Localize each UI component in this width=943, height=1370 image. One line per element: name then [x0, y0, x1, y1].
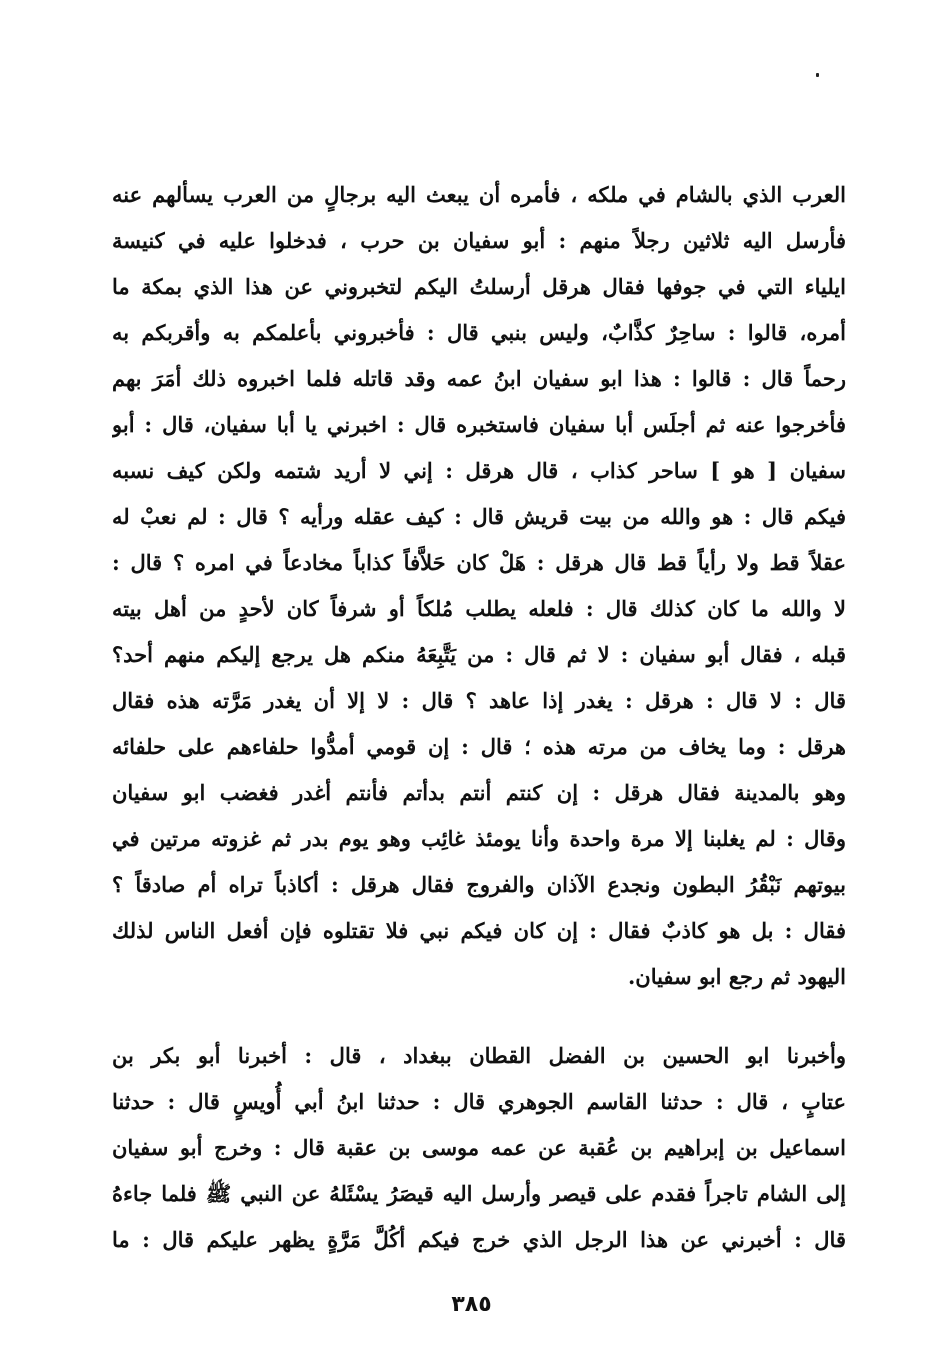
text-line: عقلاً قط ولا رأياً قط قال هرقل : هَلْ كان حَلاَّفاً كذاباً مخادعاً في امره ؟ قال : — [112, 550, 846, 575]
text-line: فيكم قال : هو والله من بيت قريش قال : كيف عقله ورأيه ؟ قال : لم نعبْ له — [112, 504, 846, 529]
text-line: قبله ، فقال أبو سفيان : لا ثم قال : من يَتَّبِعَهُ منكم هل يرجع إليكم منهم أحد؟ — [112, 642, 846, 667]
text-line: أمره، قالوا : ساحِرٌ كذَّابٌ، وليس بنبي قال : فأخبروني بأعلمكم به وأقربكم به — [112, 320, 846, 345]
text-line: اليهود ثم رجع ابو سفيان. — [627, 964, 846, 989]
text-line: العرب الذي بالشام في ملكه ، فأمره أن يبعث اليه برجالٍ من العرب يسألهم عنه — [112, 182, 846, 207]
text-line: فأرسل اليه ثلاثين رجلاً منهم : أبو سفيان بن حرب ، فدخلوا عليه في كنيسة — [112, 228, 846, 253]
text-line: ايلياء التي في جوفها فقال هرقل أرسلتُ اليكم لتخبروني عن هذا الذي بمكة ما — [112, 274, 846, 299]
text-line: اسماعيل بن إبراهيم بن عُقبة عن عمه موسى بن عقبة قال : وخرج أبو سفيان — [112, 1135, 846, 1160]
text-line: لا والله ما كان كذلك قال : فلعله يطلب مُلكاً أو شرفاً كان لأحدٍ من أهل بيته — [112, 596, 846, 621]
text-line: عتابٍ ، قال : حدثنا القاسم الجوهري قال : حدثنا ابنُ أبي أُويسٍ قال : حدثنا — [112, 1089, 846, 1114]
text-line: بيوتهم نَبْقُرُ البطون ونجدع الآذان والفروج فقال هرقل : أكاذباً تراه أم صادقاً ؟ — [112, 872, 846, 897]
text-line: وأخبرنا ابو الحسين بن الفضل القطان ببغداد ، قال : أخبرنا أبو بكر بن — [112, 1043, 846, 1068]
text-line: هرقل : وما يخاف من مرته هذه ؛ قال : إن قومي أمدُّوا حلفاءهم على حلفائه — [112, 734, 846, 759]
ink-speck — [816, 73, 819, 77]
text-line: سفيان [ هو ] ساحر كذاب ، قال هرقل : إني لا أريد شتمه ولكن كيف نسبه — [112, 458, 846, 483]
text-line: قال : لا قال : هرقل : يغدر إذا عاهد ؟ قال : لا إلا أن يغدر مَرَّته هذه فقال — [112, 688, 846, 713]
paragraph-1 — [112, 172, 846, 1000]
paragraph-2 — [112, 1033, 846, 1263]
text-line: قال : أخبرني عن هذا الرجل الذي خرج فيكم أكُلَّ مَرَّةٍ يظهر عليكم قال : ما — [112, 1227, 846, 1252]
page-number: ٣٨٥ — [451, 1292, 492, 1317]
text-line: فقال : بل هو كاذبٌ فقال : إن كان فيكم نبي فلا تقتلوه فإن أفعل الناس لذلك — [112, 918, 846, 943]
text-line: وقال : لم يغلبنا إلا مرة واحدة وأنا يومئذ غائِب وهو يوم بدر ثم غزوته مرتين في — [112, 826, 846, 851]
text-line: إلى الشام تاجراً فقدم على قيصر وأرسل اليه قيصَرُ يسْئَلهُ عن النبي ﷺ فلما جاءهُ — [112, 1181, 846, 1206]
text-line: فأخرجوا عنه ثم أجلَس أبا سفيان فاستخبره قال : اخبرني يا أبا سفيان، قال : أبو — [112, 412, 846, 437]
text-line: رحماً قال : قالوا : هذا ابو سفيان ابنُ عمه وقد قاتله فلما اخبروه ذلك أمَرَ بهم — [112, 366, 846, 391]
text-line: وهو بالمدينة فقال هرقل : إن كنتم أنتم بدأتم فأنتم أغدر فغضب ابو سفيان — [112, 780, 846, 805]
